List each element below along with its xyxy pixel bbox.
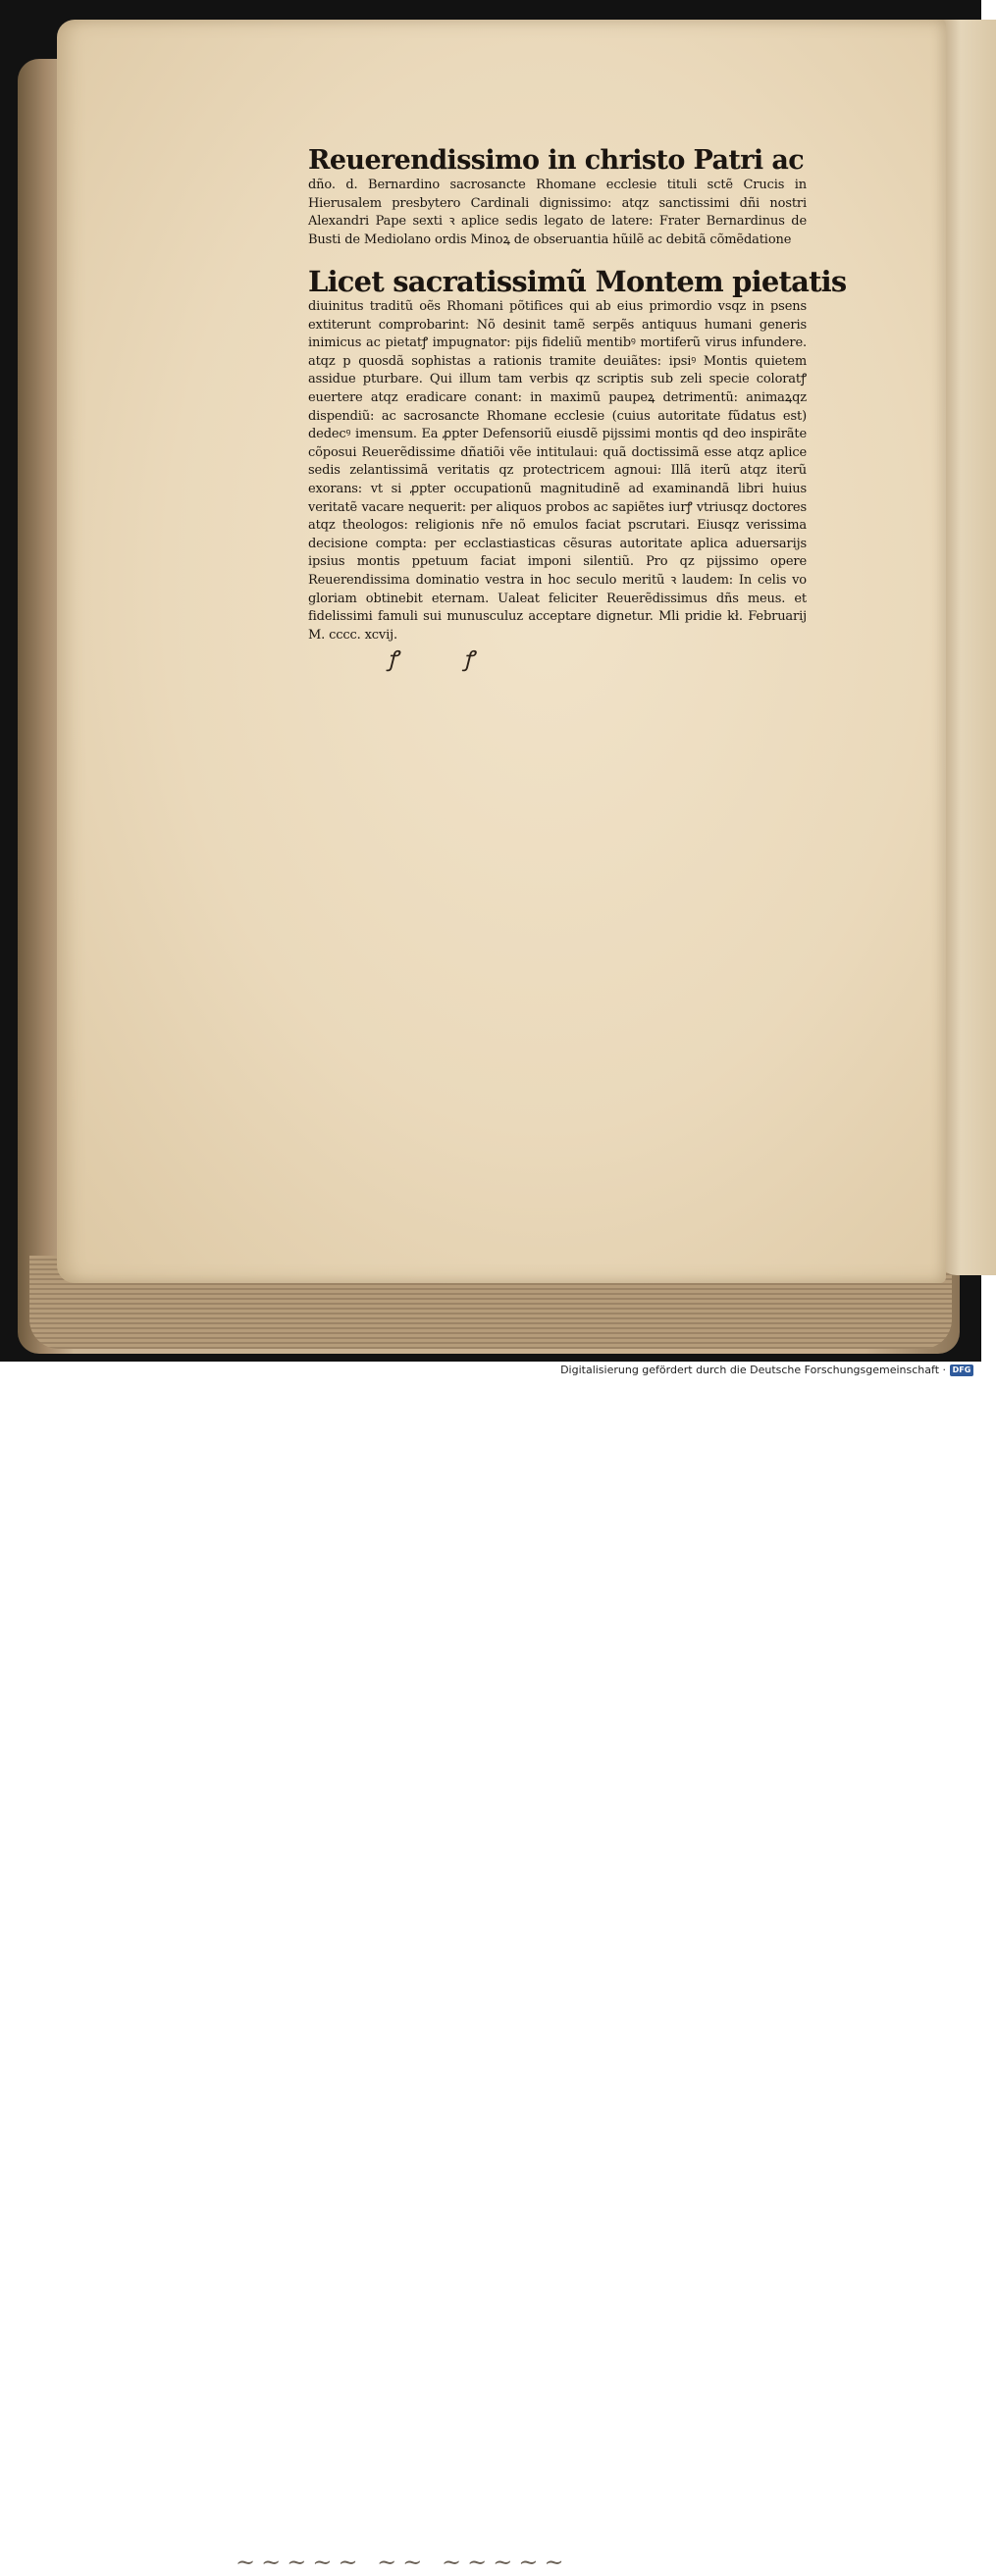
letter: [308, 265, 847, 644]
printed-text: [308, 145, 847, 644]
facing-page-show: [943, 88, 986, 218]
dedication: [308, 145, 807, 249]
facing-page: [937, 20, 996, 1275]
footer-credit: Digitalisierung gefördert durch die Deutsche Forschungsgemeinschaft ·: [560, 1364, 946, 1376]
dfg-logo-icon: DFG: [950, 1365, 973, 1376]
edge-inscription: ~~~~~ ~~ ~~~~~: [236, 2549, 570, 2576]
letter-heading: Licet sacratissimũ Montem pietatis: [308, 265, 847, 298]
dedication-heading: Reuerendissimo in christo Patri ac: [308, 145, 805, 176]
dedication-body: dño. d. Bernardino sacrosancte Rhomane ecclesie tituli sctẽ Crucis in Hierusalem presbytero Cardinali dignissimo: atqz sanctissimi dñi nostri Alexandri Pape sexti ꝛ aplice sedis legato de latere: Frater Bernardinus de Busti de Mediolano ordis Minoꝝ de obseruantia hũilẽ ac debitã cõmẽdatione: [308, 178, 807, 247]
ink-marks: ꝭ ꝭ: [388, 647, 503, 672]
letter-body: diuinitus traditũ oẽs Rhomani põtifices qui ab eius primordio vsqz in psens extiterunt comprobarint: Nõ desinit tamẽ serpẽs antiquus humani generis inimicus ac pietatꝭ impugnator: pijs fideliũ mentibꝰ mortiferũ virus infundere. atqz p quosdã sophistas a rationis tramite deuiãtes: ipsiꝰ Montis quietem assidue pturbare. Qui illum tam verbis qz scriptis sub zeli specie coloratꝭ euertere atqz eradicare conant: in maximũ paupeꝝ detrimentũ: animaꝝqz dispendiũ: ac sacrosancte Rhomane ecclesie (cuius autoritate fũdatus est) dedecꝰ imensum. Ea ꝓpter Defensoriũ eiusdẽ pijssimi montis qd deo inspirãte cõposui Reuerẽdissime dñatiõi vẽe intitulaui: quã doctissimã esse atqz aplice sedis zelantissimã veritatis qz protectricem agnoui: Illã iterũ atqz iterũ exorans: vt si ꝓpter occupationũ magnitudinẽ ad examinandã libri huius veritatẽ vacare nequerit: per aliquos probos ac sapiẽtes iurꝭ vtriusqz doctores atqz theologos: religionis nr̃e nõ emulos faciat pscrutari. Eiusqz verissima decisione compta: per ecclastiasticas cẽsuras autoritate aplica aduersarijs ipsius montis ppetuum faciat imponi silentiũ. Pro qz pijssimo opere Reuerendissima dominatio vestra in hoc seculo meritũ ꝛ laudem: In celis vo gloriam obtinebit eternam. Ualeat feliciter Reuerẽdissimus dñs meus. et fidelissimi famuli sui munusculuz acceptare dignetur. Mli pridie kł. Februarij M. cccc. xcvij.: [308, 299, 807, 643]
footer: [0, 1362, 981, 1379]
